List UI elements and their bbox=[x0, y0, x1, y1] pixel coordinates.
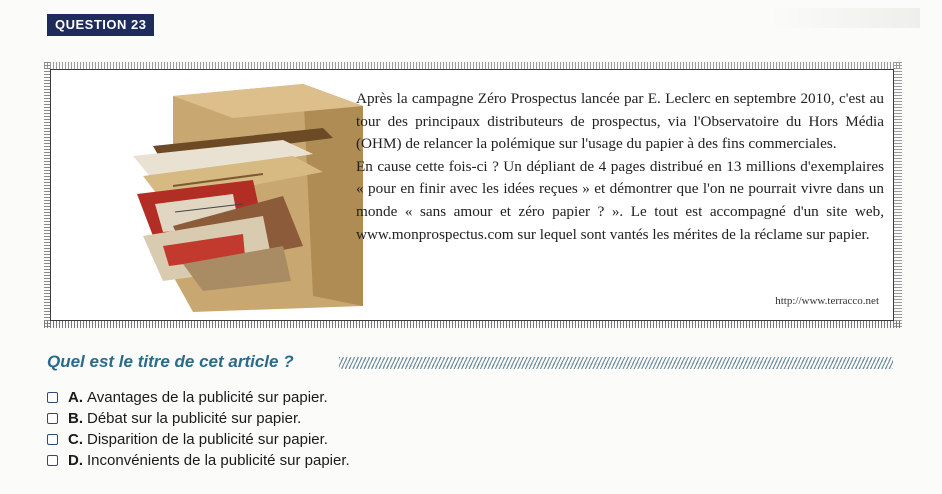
article-box bbox=[50, 69, 894, 321]
checkbox-icon[interactable] bbox=[47, 413, 58, 424]
article-source: http://www.terracco.net bbox=[775, 295, 879, 307]
option-b[interactable] bbox=[47, 408, 350, 429]
article-paragraph-2: En cause cette fois-ci ? Un dépliant de 4 pages distribué en 13 millions d'exemplaires « pour en finir avec les idées reçues » et démontrer que l'on ne pourrait vivre dans un monde « sans amour et zéro papier ? ». Le tout est accompagné d'un site web, www.monprospectus.com sur lequel sont vantés les mérites de la réclame sur papier. bbox=[356, 157, 884, 243]
option-a[interactable] bbox=[47, 387, 350, 408]
option-letter: B. bbox=[68, 410, 83, 427]
option-text: Inconvénients de la publicité sur papier. bbox=[87, 452, 350, 469]
option-text: Débat sur la publicité sur papier. bbox=[87, 410, 302, 427]
page-edge-shading bbox=[770, 8, 920, 28]
checkbox-icon[interactable] bbox=[47, 392, 58, 403]
article-frame-top bbox=[44, 62, 902, 69]
option-d[interactable] bbox=[47, 450, 350, 471]
option-letter: A. bbox=[68, 389, 83, 406]
article-paragraph-1: Après la campagne Zéro Prospectus lancée par E. Leclerc en septembre 2010, c'est au tour des principaux distributeurs de prospectus, via l'Observatoire du Hors Média (OHM) de relancer la polémique sur l'usage du papier à des fins commerciales. bbox=[356, 90, 884, 153]
checkbox-icon[interactable] bbox=[47, 455, 58, 466]
decorative-hatch-rule bbox=[339, 357, 893, 369]
option-text: Disparition de la publicité sur papier. bbox=[87, 431, 328, 448]
question-number-badge: QUESTION 23 bbox=[47, 14, 154, 36]
question-prompt: Quel est le titre de cet article ? bbox=[47, 352, 294, 371]
mailbox-with-prospectus-icon bbox=[113, 76, 373, 314]
option-letter: D. bbox=[68, 452, 83, 469]
option-text: Avantages de la publicité sur papier. bbox=[87, 389, 328, 406]
article-frame-right bbox=[894, 62, 902, 328]
option-c[interactable] bbox=[47, 429, 350, 450]
answer-options bbox=[47, 387, 350, 471]
article-frame-bottom bbox=[44, 321, 902, 328]
article-text bbox=[356, 88, 884, 246]
checkbox-icon[interactable] bbox=[47, 434, 58, 445]
question-prompt-row bbox=[47, 352, 897, 374]
option-letter: C. bbox=[68, 431, 83, 448]
